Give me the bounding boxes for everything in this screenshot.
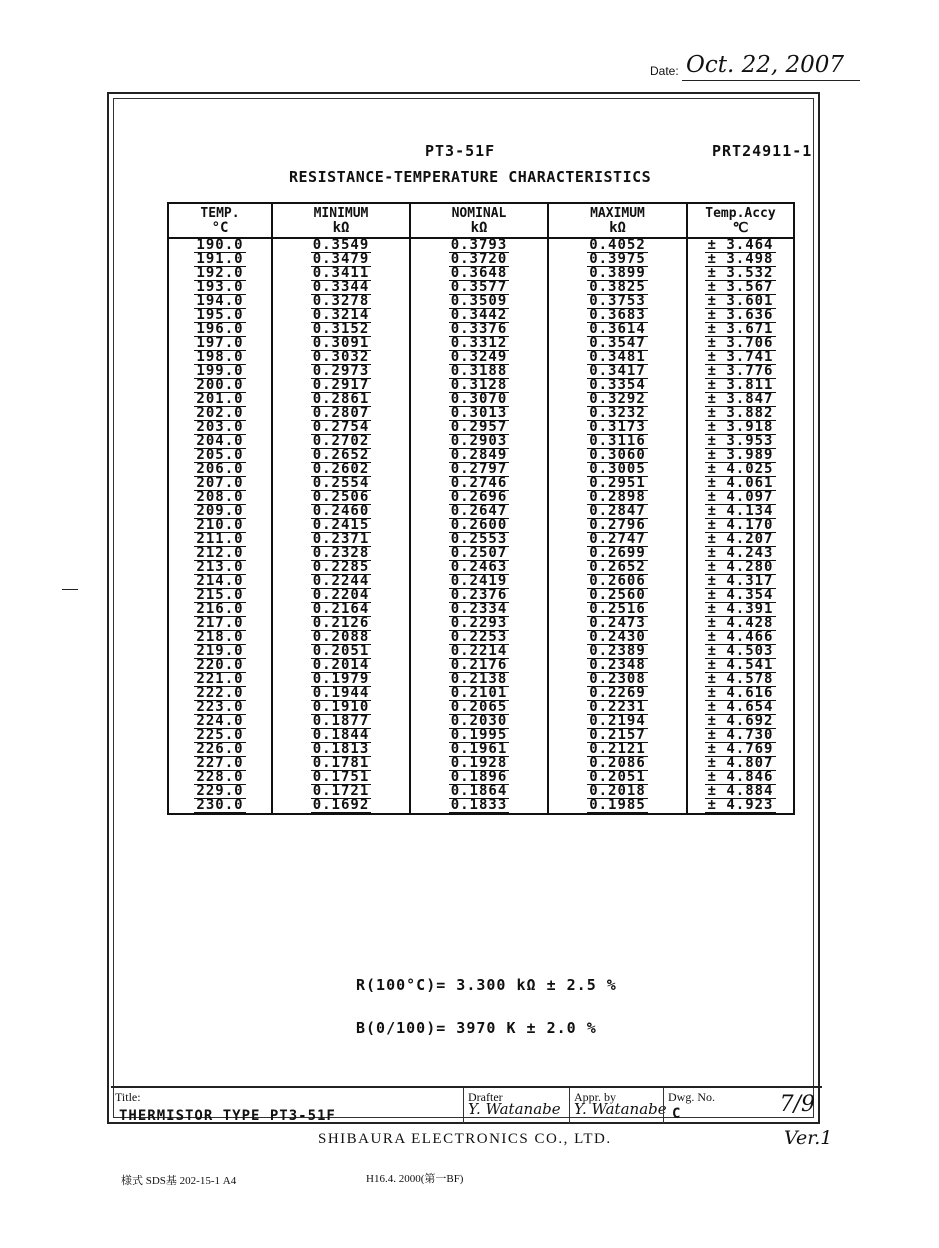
cell-value: 0.2957 — [450, 419, 508, 435]
cell-value: 0.2973 — [312, 363, 370, 379]
cell-value: 0.2473 — [589, 615, 646, 631]
cell-value: 199.0 — [196, 363, 244, 379]
cell-value: 0.1928 — [450, 755, 508, 771]
column-header-unit: kΩ — [332, 219, 350, 236]
cell-value: 0.3312 — [450, 335, 508, 351]
cell-value: 0.3479 — [312, 251, 370, 267]
company-name: SHIBAURA ELECTRONICS CO., LTD. — [318, 1131, 612, 1147]
cell-value: 193.0 — [196, 279, 244, 295]
cell-value: ± 3.741 — [707, 349, 774, 365]
cell-value: 0.2847 — [589, 503, 646, 519]
column-header — [272, 203, 410, 238]
cell-value: 0.1877 — [312, 713, 370, 729]
cell-value: 0.3793 — [450, 237, 508, 253]
cell-value: 0.2506 — [312, 489, 370, 505]
cell-value: 0.2699 — [589, 545, 646, 561]
cell-value: ± 4.541 — [707, 657, 774, 673]
form-code: 様式 SDS基 202-15-1 A4 — [121, 1175, 237, 1187]
approved-cell — [569, 1088, 667, 1124]
table-cell — [687, 799, 794, 814]
cell-value: 0.3975 — [589, 251, 646, 267]
cell-value: ± 4.354 — [707, 587, 774, 603]
cell-value: 195.0 — [196, 307, 244, 323]
cell-value: ± 4.466 — [707, 629, 774, 645]
cell-value: 224.0 — [196, 713, 244, 729]
cell-value: 0.2138 — [450, 671, 508, 687]
cell-value: 0.3825 — [589, 279, 646, 295]
table-cell — [410, 799, 548, 814]
cell-value: 0.2308 — [589, 671, 646, 687]
cell-value: 0.2807 — [312, 405, 370, 421]
cell-value: 210.0 — [196, 517, 244, 533]
cell-value: 204.0 — [196, 433, 244, 449]
cell-value: 0.2389 — [589, 643, 646, 659]
page-heading: RESISTANCE-TEMPERATURE CHARACTERISTICS — [289, 168, 652, 186]
cell-value: 0.2334 — [450, 601, 508, 617]
cell-value: 0.3344 — [312, 279, 370, 295]
cell-value: 0.3013 — [450, 405, 508, 421]
drawing-number-value: C — [672, 1106, 681, 1122]
cell-value: 0.2101 — [450, 685, 508, 701]
cell-value: 222.0 — [196, 685, 244, 701]
cell-value: 0.2553 — [450, 531, 508, 547]
cell-value: 196.0 — [196, 321, 244, 337]
cell-value: 200.0 — [196, 377, 244, 393]
cell-value: 0.2293 — [450, 615, 508, 631]
column-header-label: NOMINAL — [451, 205, 507, 221]
cell-value: 0.3152 — [312, 321, 370, 337]
cell-value: 203.0 — [196, 419, 244, 435]
cell-value: 0.3648 — [450, 265, 508, 281]
cell-value: 0.3376 — [450, 321, 508, 337]
cell-value: 202.0 — [196, 405, 244, 421]
cell-value: 218.0 — [196, 629, 244, 645]
column-header-label: MAXIMUM — [590, 205, 645, 221]
cell-value: ± 4.884 — [707, 783, 774, 799]
cell-value: 0.3116 — [589, 433, 646, 449]
cell-value: 0.2796 — [589, 517, 646, 533]
cell-value: 0.3173 — [589, 419, 646, 435]
cell-value: 201.0 — [196, 391, 244, 407]
resistance-temperature-table — [167, 202, 795, 815]
cell-value: ± 4.846 — [707, 769, 774, 785]
cell-value: 0.2460 — [312, 503, 370, 519]
cell-value: 0.2086 — [589, 755, 646, 771]
cell-value: 0.2797 — [450, 461, 508, 477]
cell-value: ± 4.280 — [707, 559, 774, 575]
cell-value: 0.1944 — [312, 685, 370, 701]
cell-value: 194.0 — [196, 293, 244, 309]
cell-value: 0.4052 — [589, 237, 646, 253]
cell-value: 0.1844 — [312, 727, 370, 743]
cell-value: 0.2903 — [450, 433, 508, 449]
cell-value: ± 3.567 — [707, 279, 774, 295]
cell-value: 0.1813 — [312, 741, 370, 757]
cell-value: ± 4.730 — [707, 727, 774, 743]
column-header — [687, 203, 794, 238]
cell-value: 0.2754 — [312, 419, 370, 435]
cell-value: 220.0 — [196, 657, 244, 673]
cell-value: ± 4.243 — [707, 545, 774, 561]
column-header-unit: kΩ — [470, 219, 488, 236]
cell-value: 0.2463 — [450, 559, 508, 575]
cell-value: 217.0 — [196, 615, 244, 631]
cell-value: 0.2176 — [450, 657, 508, 673]
cell-value: 0.3417 — [589, 363, 646, 379]
cell-value: 0.2415 — [312, 517, 370, 533]
cell-value: 229.0 — [196, 783, 244, 799]
cell-value: 0.3005 — [589, 461, 646, 477]
cell-value: 0.2507 — [450, 545, 508, 561]
cell-value: ± 4.692 — [707, 713, 774, 729]
cell-value: 0.2204 — [312, 587, 370, 603]
cell-value: 0.1995 — [450, 727, 508, 743]
cell-value: 0.2121 — [589, 741, 646, 757]
document-title: THERMISTOR TYPE PT3-51F — [119, 1108, 336, 1124]
cell-value: 0.2348 — [589, 657, 646, 673]
cell-value: 0.2014 — [312, 657, 370, 673]
r100-formula: R(100°C)= 3.300 kΩ ± 2.5 % — [356, 976, 617, 994]
cell-value: 0.2516 — [589, 601, 646, 617]
cell-value: ± 3.776 — [707, 363, 774, 379]
cell-value: 0.2051 — [589, 769, 646, 785]
cell-value: 0.2647 — [450, 503, 508, 519]
cell-value: ± 3.706 — [707, 335, 774, 351]
cell-value: 0.3481 — [589, 349, 646, 365]
cell-value: 0.3547 — [589, 335, 646, 351]
cell-value: 0.1721 — [312, 783, 370, 799]
approved-label: Appr. by — [574, 1090, 616, 1104]
version-mark-handwritten: Ver.1 — [784, 1127, 833, 1149]
cell-value: 206.0 — [196, 461, 244, 477]
cell-value: 207.0 — [196, 475, 244, 491]
cell-value: 0.3614 — [589, 321, 646, 337]
cell-value: 0.2214 — [450, 643, 508, 659]
table-header-row — [168, 203, 794, 238]
cell-value: ± 4.061 — [707, 475, 774, 491]
drawing-number-cell — [663, 1088, 823, 1124]
cell-value: 227.0 — [196, 755, 244, 771]
cell-value: 0.3128 — [450, 377, 508, 393]
cell-value: 0.3442 — [450, 307, 508, 323]
cell-value: 0.3411 — [312, 265, 370, 281]
cell-value: 223.0 — [196, 699, 244, 715]
cell-value: ± 4.769 — [707, 741, 774, 757]
table-cell — [548, 799, 687, 814]
title-cell — [111, 1088, 463, 1124]
cell-value: 226.0 — [196, 741, 244, 757]
revision-code: H16.4. 2000(第一BF) — [366, 1173, 464, 1185]
cell-value: 0.2371 — [312, 531, 370, 547]
cell-value: ± 4.503 — [707, 643, 774, 659]
cell-value: 0.2606 — [589, 573, 646, 589]
cell-value: 0.2430 — [589, 629, 646, 645]
column-header-unit: ℃ — [732, 219, 749, 236]
drafter-signature: Y. Watanabe — [468, 1100, 561, 1118]
cell-value: 0.2065 — [450, 699, 508, 715]
cell-value: ± 4.578 — [707, 671, 774, 687]
cell-value: 0.2164 — [312, 601, 370, 617]
cell-value: 198.0 — [196, 349, 244, 365]
cell-value: 213.0 — [196, 559, 244, 575]
cell-value: 0.2253 — [450, 629, 508, 645]
cell-value: 205.0 — [196, 447, 244, 463]
cell-value: ± 4.207 — [707, 531, 774, 547]
cell-value: ± 3.882 — [707, 405, 774, 421]
cell-value: 215.0 — [196, 587, 244, 603]
cell-value: 230.0 — [196, 797, 244, 813]
model-number: PT3-51F — [425, 142, 496, 160]
cell-value: 0.2861 — [312, 391, 370, 407]
date-underline — [682, 80, 860, 81]
cell-value: ± 3.847 — [707, 391, 774, 407]
cell-value: ± 4.923 — [707, 797, 774, 813]
table-cell — [168, 799, 272, 814]
cell-value: 0.1910 — [312, 699, 370, 715]
table-cell — [272, 799, 410, 814]
cell-value: ± 4.097 — [707, 489, 774, 505]
cell-value: 0.1833 — [450, 797, 508, 813]
cell-value: ± 4.170 — [707, 517, 774, 533]
cell-value: 0.3292 — [589, 391, 646, 407]
table-row — [168, 799, 794, 814]
column-header-unit: kΩ — [609, 219, 626, 236]
cell-value: 0.2244 — [312, 573, 370, 589]
approver-signature: Y. Watanabe — [574, 1100, 667, 1118]
cell-value: 0.2328 — [312, 545, 370, 561]
cell-value: 221.0 — [196, 671, 244, 687]
cell-value: 219.0 — [196, 643, 244, 659]
cell-value: 0.2419 — [450, 573, 508, 589]
column-header-label: MINIMUM — [313, 205, 369, 221]
document-number: PRT24911-1 — [712, 142, 813, 160]
cell-value: ± 4.317 — [707, 573, 774, 589]
cell-value: ± 3.601 — [707, 293, 774, 309]
column-header — [410, 203, 548, 238]
cell-value: 0.3032 — [312, 349, 370, 365]
cell-value: 0.2018 — [589, 783, 646, 799]
cell-value: 0.2746 — [450, 475, 508, 491]
table-body — [168, 238, 794, 814]
cell-value: 216.0 — [196, 601, 244, 617]
cell-value: 0.1985 — [589, 797, 646, 813]
cell-value: 0.3188 — [450, 363, 508, 379]
title-block — [111, 1086, 822, 1126]
cell-value: ± 4.025 — [707, 461, 774, 477]
title-label: Title: — [115, 1090, 141, 1104]
page-number-handwritten: 7/9 — [779, 1092, 815, 1117]
cell-value: 0.3091 — [312, 335, 370, 351]
cell-value: 0.2376 — [450, 587, 508, 603]
cell-value: ± 3.918 — [707, 419, 774, 435]
cell-value: 0.2285 — [312, 559, 370, 575]
cell-value: 0.3509 — [450, 293, 508, 309]
cell-value: 208.0 — [196, 489, 244, 505]
cell-value: 212.0 — [196, 545, 244, 561]
cell-value: 0.2560 — [589, 587, 646, 603]
drafter-label: Drafter — [468, 1090, 503, 1104]
cell-value: 0.1751 — [312, 769, 370, 785]
cell-value: ± 4.391 — [707, 601, 774, 617]
column-header-unit: °C — [211, 219, 229, 236]
cell-value: ± 3.532 — [707, 265, 774, 281]
cell-value: 0.2652 — [589, 559, 646, 575]
cell-value: ± 3.811 — [707, 377, 774, 393]
cell-value: 0.1692 — [312, 797, 370, 813]
cell-value: 225.0 — [196, 727, 244, 743]
cell-value: 0.3214 — [312, 307, 370, 323]
cell-value: 0.2602 — [312, 461, 370, 477]
cell-value: 0.3060 — [589, 447, 646, 463]
cell-value: 0.3278 — [312, 293, 370, 309]
cell-value: ± 4.428 — [707, 615, 774, 631]
cell-value: 0.3354 — [589, 377, 646, 393]
cell-value: ± 4.134 — [707, 503, 774, 519]
cell-value: 0.2051 — [312, 643, 370, 659]
cell-value: 191.0 — [196, 251, 244, 267]
cell-value: 0.2269 — [589, 685, 646, 701]
cell-value: 0.2030 — [450, 713, 508, 729]
cell-value: 211.0 — [196, 531, 244, 547]
cell-value: 214.0 — [196, 573, 244, 589]
cell-value: ± 3.671 — [707, 321, 774, 337]
column-header-label: TEMP. — [200, 205, 240, 221]
cell-value: 0.2231 — [589, 699, 646, 715]
drawing-number-label: Dwg. No. — [668, 1090, 715, 1104]
cell-value: 0.1979 — [312, 671, 370, 687]
cell-value: ± 3.989 — [707, 447, 774, 463]
cell-value: 0.1896 — [450, 769, 508, 785]
cell-value: 0.3683 — [589, 307, 646, 323]
cell-value: 0.2747 — [589, 531, 646, 547]
date-label: Date: — [650, 64, 679, 78]
cell-value: 0.1781 — [312, 755, 370, 771]
cell-value: ± 3.498 — [707, 251, 774, 267]
cell-value: 0.2194 — [589, 713, 646, 729]
cell-value: 0.3577 — [450, 279, 508, 295]
cell-value: 0.2898 — [589, 489, 646, 505]
column-header-label: Temp.Accy — [705, 205, 776, 221]
cell-value: 0.2917 — [312, 377, 370, 393]
cell-value: 0.2126 — [312, 615, 370, 631]
scan-mark — [62, 589, 78, 590]
cell-value: 0.3899 — [589, 265, 646, 281]
cell-value: 0.2951 — [589, 475, 646, 491]
cell-value: 0.2696 — [450, 489, 508, 505]
cell-value: 0.3070 — [450, 391, 508, 407]
cell-value: ± 3.464 — [707, 237, 774, 253]
cell-value: 0.3249 — [450, 349, 508, 365]
cell-value: ± 3.953 — [707, 433, 774, 449]
drafter-cell — [463, 1088, 570, 1124]
cell-value: 0.2157 — [589, 727, 646, 743]
cell-value: 0.1864 — [450, 783, 508, 799]
cell-value: 0.2088 — [312, 629, 370, 645]
column-header — [548, 203, 687, 238]
cell-value: 0.3720 — [450, 251, 508, 267]
cell-value: 0.2849 — [450, 447, 508, 463]
cell-value: 0.2702 — [312, 433, 370, 449]
cell-value: 190.0 — [196, 237, 244, 253]
date-value-handwritten: Oct. 22, 2007 — [686, 52, 845, 78]
cell-value: 0.2652 — [312, 447, 370, 463]
cell-value: 0.3753 — [589, 293, 646, 309]
cell-value: 0.1961 — [450, 741, 508, 757]
cell-value: ± 4.654 — [707, 699, 774, 715]
cell-value: 0.2600 — [450, 517, 508, 533]
cell-value: 0.3232 — [589, 405, 646, 421]
cell-value: 209.0 — [196, 503, 244, 519]
cell-value: 192.0 — [196, 265, 244, 281]
cell-value: 0.2554 — [312, 475, 370, 491]
cell-value: ± 4.616 — [707, 685, 774, 701]
column-header — [168, 203, 272, 238]
cell-value: ± 3.636 — [707, 307, 774, 323]
cell-value: 0.3549 — [312, 237, 370, 253]
cell-value: 197.0 — [196, 335, 244, 351]
b-value-formula: B(0/100)= 3970 K ± 2.0 % — [356, 1019, 597, 1037]
cell-value: 228.0 — [196, 769, 244, 785]
cell-value: ± 4.807 — [707, 755, 774, 771]
